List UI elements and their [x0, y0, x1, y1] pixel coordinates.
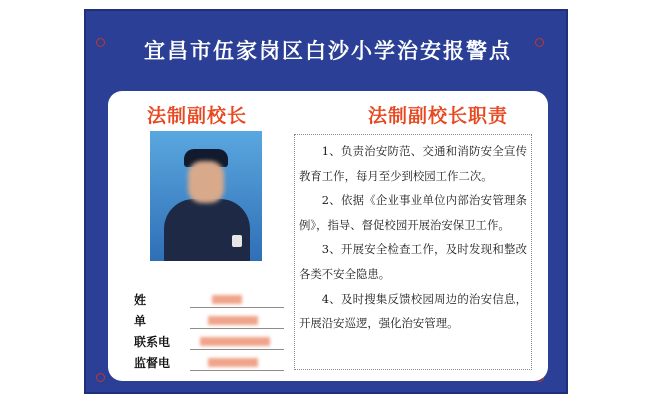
duties-text-box	[294, 134, 532, 370]
redacted-value	[212, 295, 242, 304]
pixelated-face	[188, 161, 224, 203]
info-label: 姓	[134, 293, 147, 307]
left-heading: 法制副校长	[146, 105, 247, 127]
duty-item: 4、及时搜集反馈校园周边的治安信息，开展沿安巡逻，强化治安管理。	[299, 291, 527, 331]
shoulder-badge-icon	[232, 235, 242, 247]
duty-item: 2、依据《企业事业单位内部治安管理条例》，指导、督促校园开展治安保卫工作。	[299, 193, 527, 232]
info-row-unit	[134, 310, 284, 331]
notice-board	[84, 9, 568, 394]
info-label: 监督电	[134, 356, 171, 370]
info-label: 单	[134, 314, 147, 328]
right-heading: 法制副校长职责	[367, 105, 508, 127]
content-panel	[108, 91, 548, 381]
board-title: 宜昌市伍家岗区白沙小学治安报警点	[144, 39, 512, 63]
redacted-value	[208, 358, 258, 367]
info-row-name	[134, 289, 284, 310]
underline	[190, 349, 284, 350]
underline	[190, 370, 284, 371]
screw-hole-icon	[96, 373, 105, 382]
info-row-phone	[134, 331, 284, 352]
duty-item: 3、开展安全检查工作，及时发现和整改各类不安全隐患。	[299, 242, 527, 281]
redacted-value	[200, 337, 270, 346]
redacted-value	[208, 316, 258, 325]
contact-info	[134, 289, 284, 373]
portrait-photo	[150, 131, 262, 261]
underline	[190, 307, 284, 308]
info-row-supervision	[134, 352, 284, 373]
underline	[190, 328, 284, 329]
info-label: 联系电	[134, 335, 171, 349]
duty-item: 1、负责治安防范、交通和消防安全宣传教育工作，每月至少到校园工作二次。	[299, 144, 527, 183]
uniform-shape	[164, 199, 250, 261]
